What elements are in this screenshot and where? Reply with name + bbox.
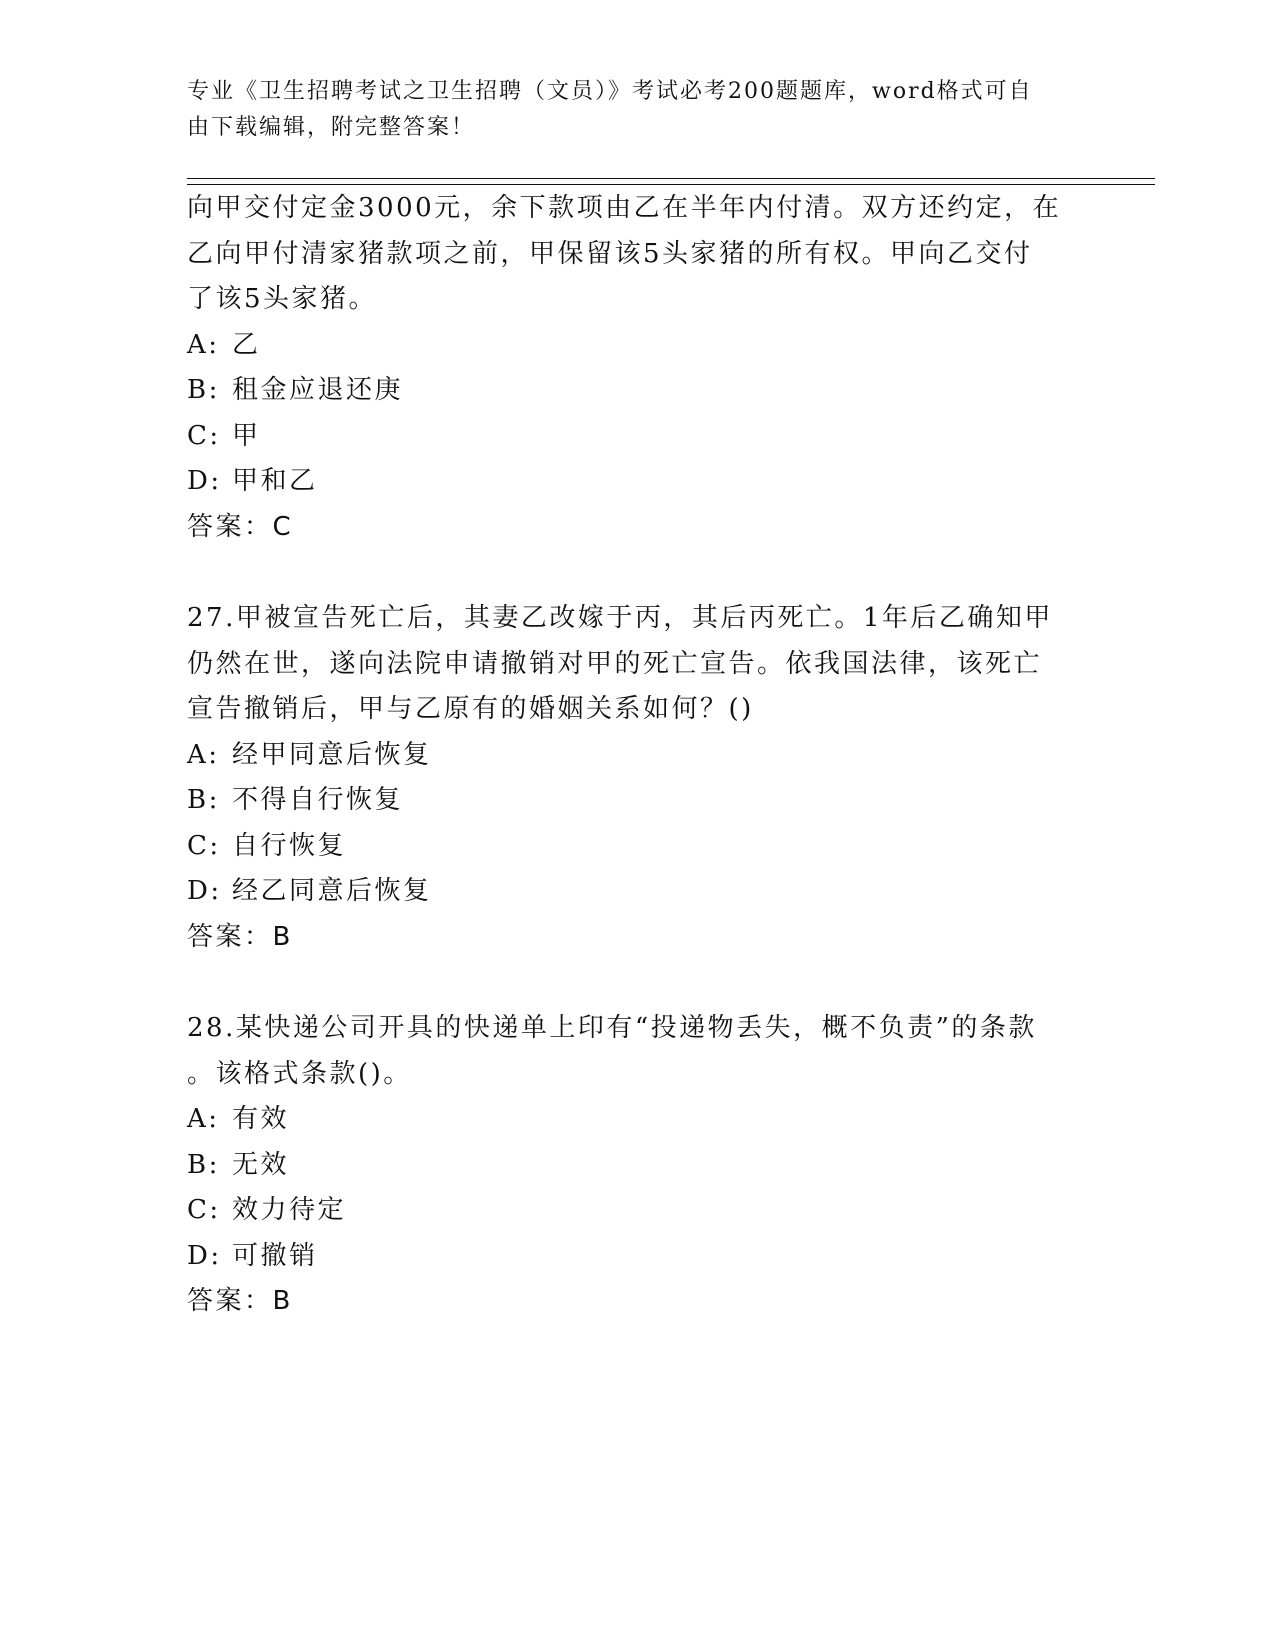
question-stem-line: 乙向甲付清家猪款项之前，甲保留该5头家猪的所有权。甲向乙交付	[187, 238, 1033, 269]
header-title-line-1: 专业《卫生招聘考试之卫生招聘（文员）》考试必考200题题库，word格式可自	[187, 79, 1033, 104]
question-stem-line: 宣告撤销后，甲与乙原有的婚姻关系如何？()	[187, 694, 754, 724]
option-text: 无效	[232, 1149, 290, 1180]
option-text: 经甲同意后恢复	[232, 739, 432, 770]
spacer	[187, 550, 1087, 596]
option-d	[187, 1234, 1087, 1280]
option-key: D:	[187, 466, 222, 496]
answer-line: 答案：B	[187, 1286, 293, 1316]
header-divider	[187, 178, 1155, 185]
answer-line: 答案：C	[187, 511, 294, 542]
option-key: B:	[187, 375, 220, 405]
option-key: C:	[187, 1195, 221, 1225]
option-key: A:	[187, 739, 220, 770]
option-key: B:	[187, 785, 220, 815]
option-text: 可撤销	[232, 1240, 318, 1271]
option-b	[187, 368, 1087, 414]
option-text: 不得自行恢复	[232, 785, 404, 815]
question-26	[187, 186, 1087, 550]
option-text: 甲	[232, 420, 261, 451]
option-key: C:	[187, 830, 221, 861]
option-key: A:	[187, 1104, 220, 1134]
option-key: A:	[187, 329, 220, 360]
option-text: 有效	[232, 1104, 290, 1134]
answer-line: 答案：B	[187, 921, 293, 952]
option-key: D:	[187, 1240, 222, 1271]
option-text: 乙	[232, 329, 261, 360]
option-b	[187, 1143, 1087, 1189]
option-a	[187, 323, 1087, 369]
question-stem-line: 27.甲被宣告死亡后，其妻乙改嫁于丙，其后丙死亡。1年后乙确知甲	[187, 603, 1053, 633]
document-header	[187, 74, 1067, 146]
option-key: B:	[187, 1149, 220, 1180]
option-d	[187, 869, 1087, 915]
option-b	[187, 778, 1087, 824]
option-a	[187, 733, 1087, 779]
question-28	[187, 1006, 1087, 1325]
option-c	[187, 414, 1087, 460]
question-stem-line: 仍然在世，遂向法院申请撤销对甲的死亡宣告。依我国法律，该死亡	[187, 648, 1043, 679]
header-title-line-2: 由下载编辑，附完整答案！	[187, 115, 476, 140]
question-list	[187, 186, 1087, 1325]
option-c	[187, 824, 1087, 870]
option-text: 自行恢复	[232, 830, 347, 861]
question-stem-line: 。该格式条款()。	[187, 1058, 412, 1089]
option-text: 经乙同意后恢复	[232, 876, 432, 906]
question-27	[187, 596, 1087, 960]
option-key: C:	[187, 420, 221, 451]
option-a	[187, 1097, 1087, 1143]
option-text: 效力待定	[232, 1195, 347, 1225]
option-key: D:	[187, 876, 222, 906]
question-stem-line: 了该5头家猪。	[187, 284, 378, 314]
question-stem-line: 28.某快递公司开具的快递单上印有“投递物丢失，概不负责”的条款	[187, 1013, 1037, 1043]
option-d	[187, 459, 1087, 505]
option-text: 租金应退还庚	[232, 375, 404, 405]
option-text: 甲和乙	[232, 466, 318, 496]
question-stem-line: 向甲交付定金3000元，余下款项由乙在半年内付清。双方还约定，在	[187, 193, 1062, 223]
spacer	[187, 960, 1087, 1006]
option-c	[187, 1188, 1087, 1234]
